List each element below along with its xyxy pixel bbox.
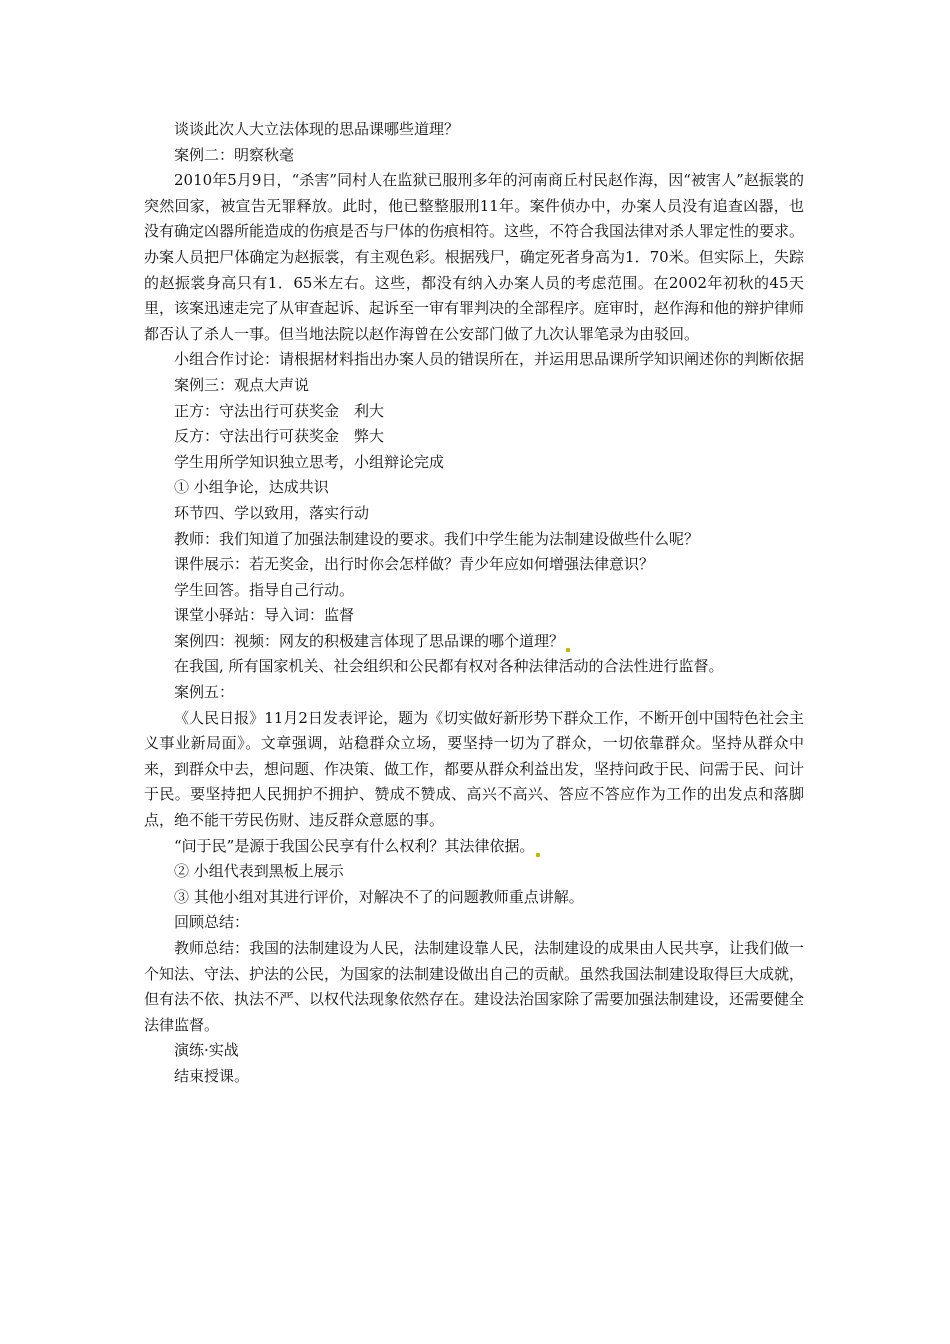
- paragraph-review-title: 回顾总结：: [174, 913, 250, 932]
- paragraph-group-discussion: 小组合作讨论：请根据材料指出办案人员的错误所在，并运用思品课所学知识阐述你的判断依据: [174, 350, 805, 369]
- paragraph-question-rights-text: “问于民”是源于我国公民享有什么权利？其法律依据。: [174, 836, 535, 855]
- document-body: [144, 117, 804, 1090]
- paragraph-con-side: 反方：守法出行可获奖金 弊大: [174, 427, 385, 446]
- paragraph-case-5-body: 《人民日报》11月2日发表评论，题为《切实做好新形势下群众工作，不断开创中国特色社会主义事业新局面》。文章强调，站稳群众立场，要坚持一切为了群众，一切依靠群众。坚持从群众中来，到群众中去，想问题、作决策、做工作，都要从群众利益出发，坚持问政于民、问需于民、问计于民。要坚持把人民拥护不拥护、赞成不赞成、高兴不高兴、答应不答应作为工作的出发点和落脚点，绝不能干劳民伤财、违反群众意愿的事。: [144, 708, 805, 830]
- paragraph-section-4: 环节四、学以致用，落实行动: [174, 503, 370, 522]
- paragraph-step-2: ② 小组代表到黑板上展示: [174, 862, 344, 881]
- paragraph-teacher-summary: 教师总结：我国的法制建设为人民，法制建设靠人民，法制建设的成果由人民共享，让我们做一个知法、守法、护法的公民，为国家的法制建设做出自己的贡献。虽然我国法制建设取得巨大成就，但有法不依、执法不严、以权代法现象依然存在。建设法治国家除了需要加强法制建设，还需要健全法律监督。: [144, 939, 805, 1034]
- paragraph-student-think: 学生用所学知识独立思考，小组辩论完成: [174, 452, 445, 471]
- paragraph-student-answer: 学生回答。指导自己行动。: [174, 580, 355, 599]
- paragraph-case-2-body: 2010年5月9日，“杀害”同村人在监狱已服刑多年的河南商丘村民赵作海，因“被害人”赵振裳的突然回家，被宣告无罪释放。此时，他已整整服刑11年。案件侦办中，办案人员没有追查凶器，也没有确定凶器所能造成的伤痕是否与尸体的伤痕相符。这些，不符合我国法律对杀人罪定性的要求。办案人员把尸体确定为赵振裳，有主观色彩。根据残尸，确定死者身高为1．70米。但实际上，失踪的赵振裳身高只有1．65米左右。这些，都没有纳入办案人员的考虑范围。在2002年初秋的45天里，该案迅速走完了从审查起诉、起诉至一审有罪判决的全部程序。庭审时，赵作海和他的辩护律师都否认了杀人一事。但当地法院以赵作海曾在公安部门做了九次认罪笔录为由驳回。: [144, 171, 805, 343]
- paragraph-question-rights: [144, 834, 804, 860]
- paragraph-supervision: 在我国, 所有国家机关、社会组织和公民都有权对各种法律活动的合法性进行监督。: [174, 657, 724, 676]
- paragraph-step-1: ① 小组争论，达成共识: [174, 478, 329, 497]
- paragraph-end: 结束授课。: [174, 1066, 250, 1085]
- paragraph-step-3: ③ 其他小组对其进行评价，对解决不了的问题教师重点讲解。: [174, 887, 584, 906]
- paragraph-case-2-title: 案例二：明察秋毫: [174, 145, 295, 164]
- paragraph-question-1: 谈谈此次人大立法体现的思品课哪些道理？: [174, 120, 460, 138]
- paragraph-case-4: [144, 629, 804, 655]
- paragraph-practice: 演练·实战: [174, 1041, 239, 1060]
- paragraph-case-4-text: 案例四：视频：网友的积极建言体现了思品课的哪个道理？: [174, 631, 565, 650]
- paragraph-pro-side: 正方：守法出行可获奖金 利大: [174, 401, 385, 420]
- paragraph-case-3-title: 案例三：观点大声说: [174, 375, 310, 394]
- paragraph-teacher-question: 教师：我们知道了加强法制建设的要求。我们中学生能为法制建设做些什么呢？: [174, 529, 700, 548]
- paragraph-case-5-title: 案例五：: [174, 683, 235, 702]
- marker-dot-icon: [566, 648, 570, 652]
- marker-dot-icon: [536, 853, 540, 857]
- paragraph-courseware: 课件展示：若无奖金，出行时你会怎样做？青少年应如何增强法律意识？: [174, 555, 655, 574]
- paragraph-classroom-station: 课堂小驿站：导入词：监督: [174, 606, 355, 625]
